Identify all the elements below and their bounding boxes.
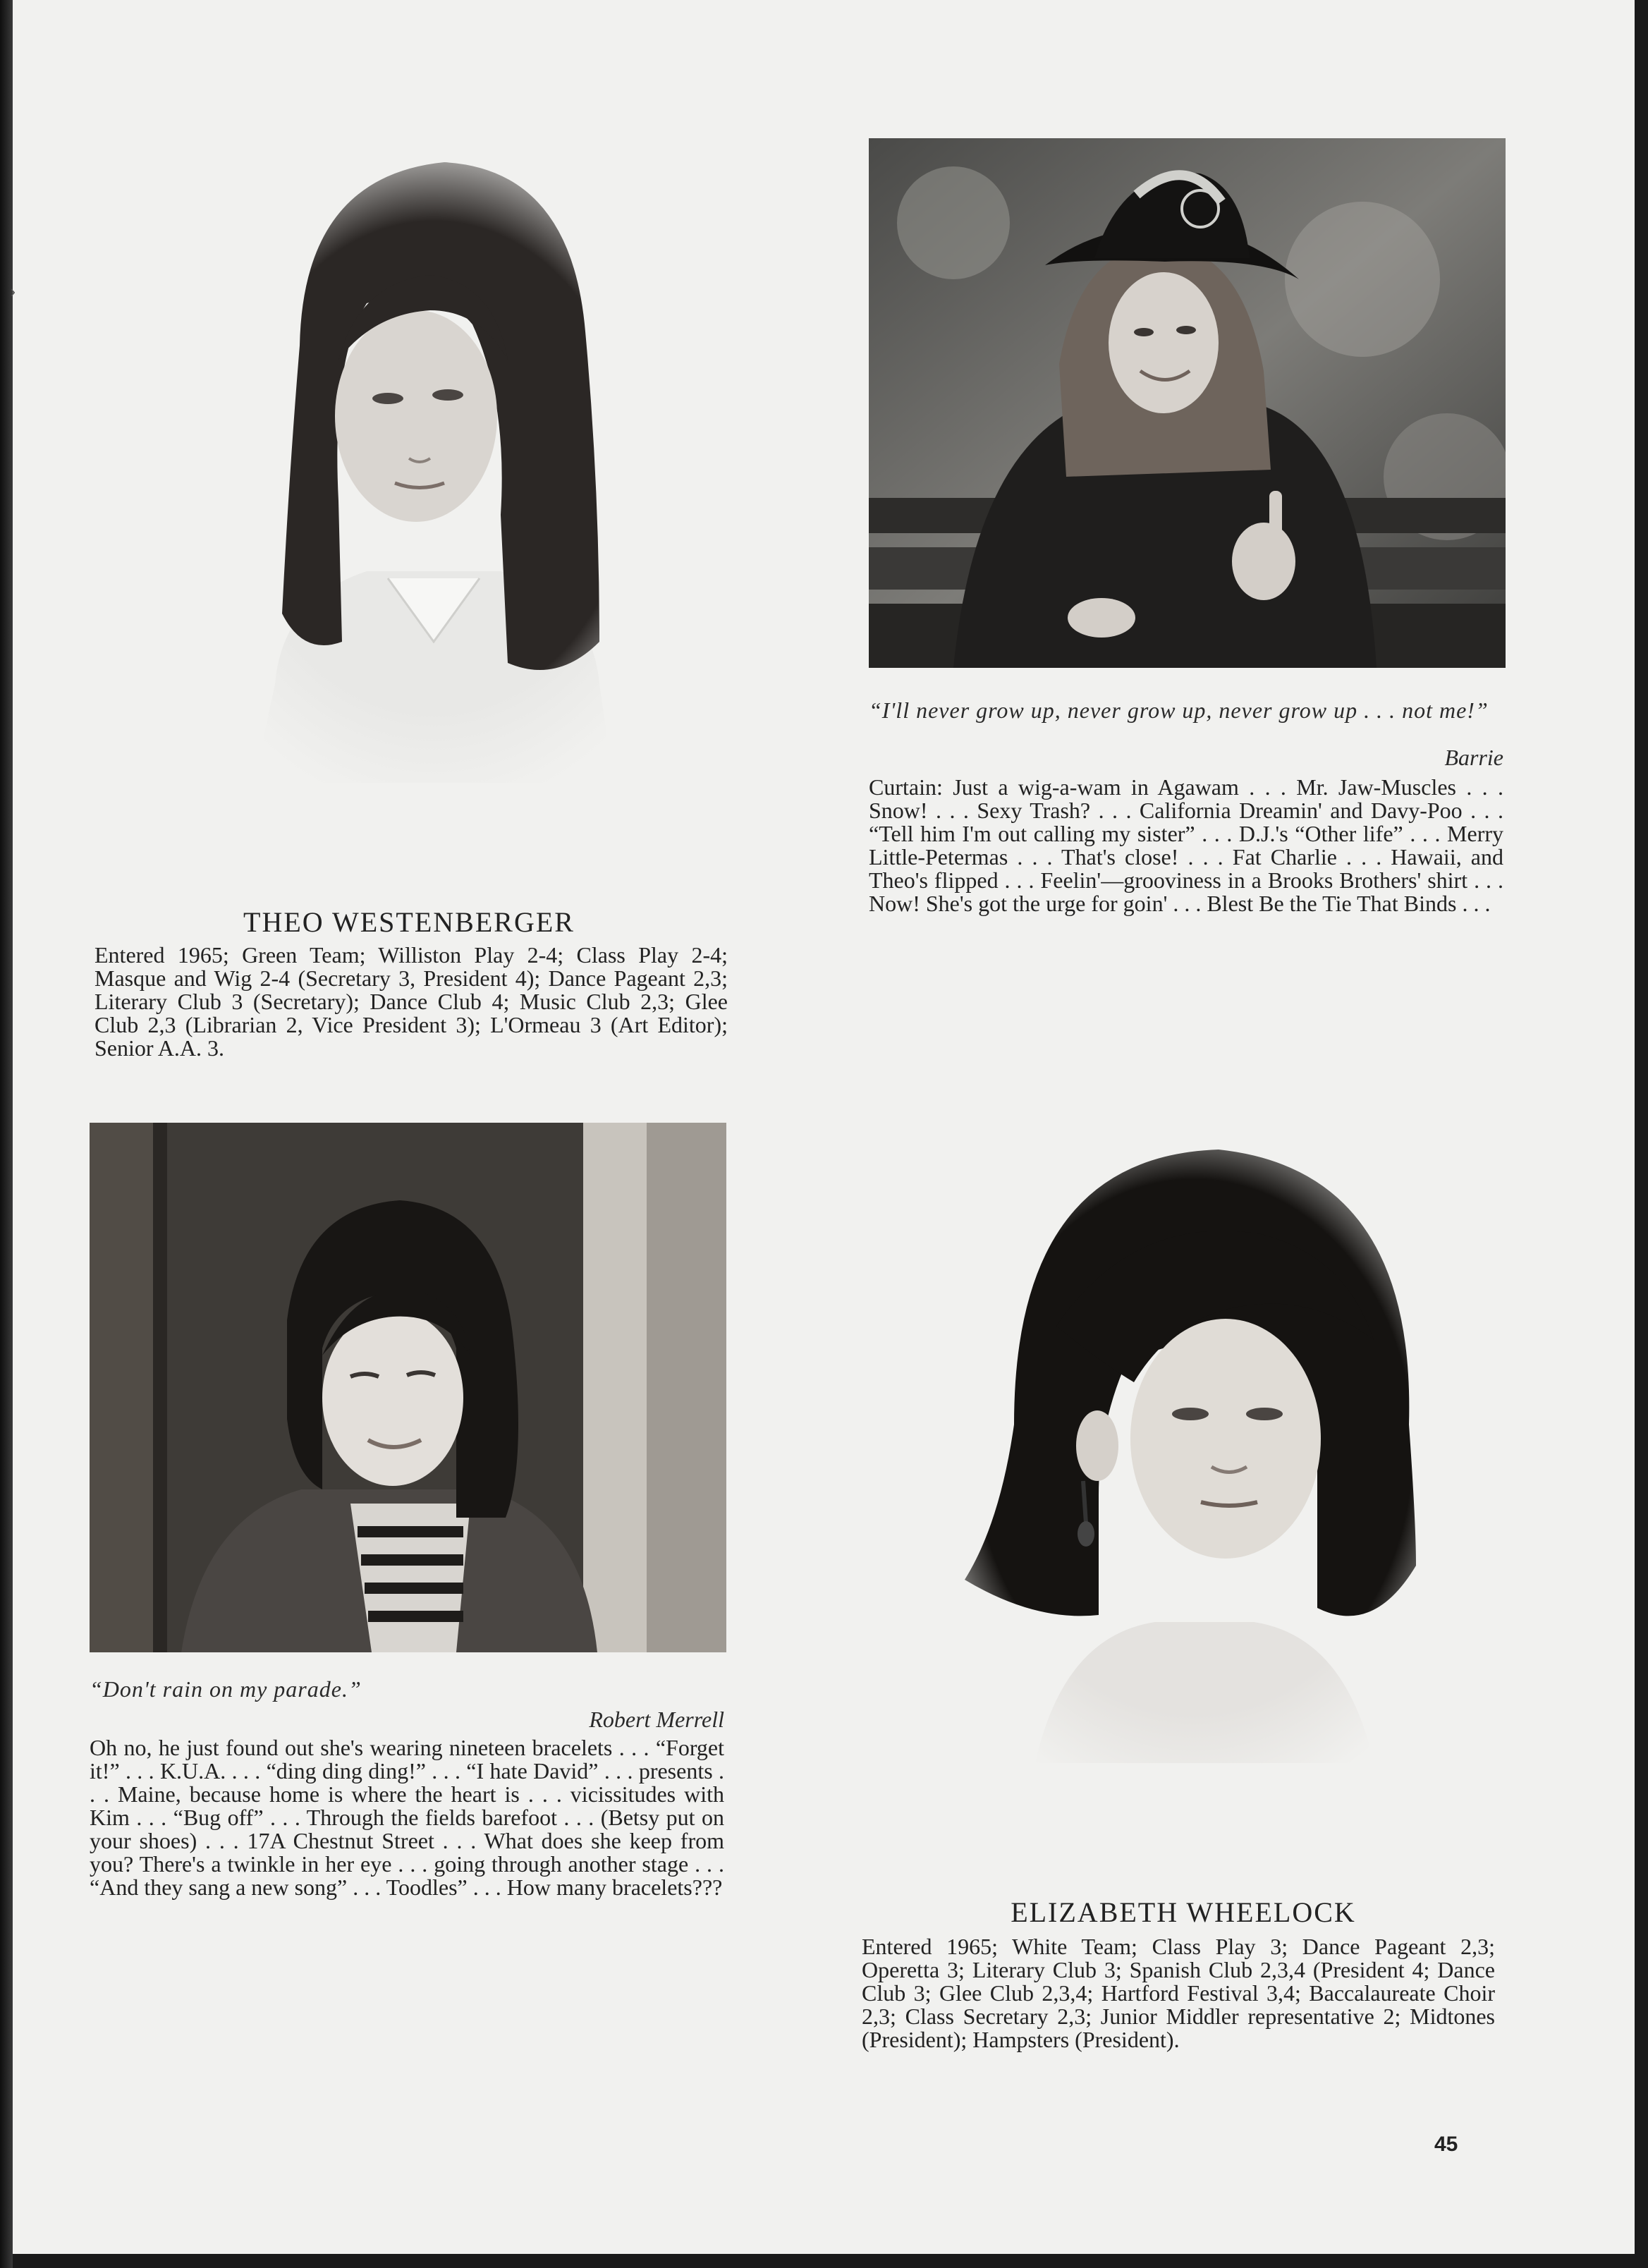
- theo-candid-photo: [869, 138, 1506, 668]
- book-binding: [0, 0, 13, 2268]
- theo-bio: Entered 1965; Green Team; Williston Play 2-4; Class Play 2-4; Masque and Wig 2-4 (Secretary 3, President 4); Dance Pageant 2,3; Literary Club 3 (Secretary); Dance Club 4; Music Club 2,3; Glee Club 2,3 (Librarian 2, Vice President 3); L'Ormeau 3 (Art Editor); Senior A.A. 3.: [94, 942, 728, 1061]
- elizabeth-writeup: Oh no, he just found out she's wearing nineteen bracelets . . . “Forget it!” . . . K.U.A. . . . “ding ding ding!” . . . “I hate David” . . . presents . . . Maine, because home is where the heart is . . . vicissitudes with Kim . . . “Bug off” . . . Through the fields barefoot . . . (Betsy put on your shoes) . . . 17A Chestnut Street . . . What does she keep from you? There's a twinkle in her eye . . . going through another stage . . . “And they sang a new song” . . . Toodles” . . . How many bracelets???: [90, 1735, 724, 1900]
- margin-mark: ›: [10, 281, 16, 301]
- page-number: 45: [1434, 2133, 1458, 2156]
- theo-portrait-photo: [176, 148, 691, 783]
- theo-name: THEO WESTENBERGER: [243, 906, 575, 938]
- yearbook-page: [10, 0, 1635, 2254]
- elizabeth-name: ELIZABETH WHEELOCK: [1011, 1896, 1356, 1928]
- theo-quote: “I'll never grow up, never grow up, never grow up . . . not me!”: [869, 697, 1489, 723]
- elizabeth-candid-photo: [90, 1123, 726, 1652]
- elizabeth-quote: “Don't rain on my parade.”: [90, 1676, 362, 1702]
- elizabeth-bio: Entered 1965; White Team; Class Play 3; Dance Pageant 2,3; Operetta 3; Literary Club 3; Spanish Club 2,3,4 (President 4; Dance Club 3; Glee Club 2,3,4; Hartford Festival 3,4; Baccalaureate Choir 2,3; Class Secretary 2,3; Junior Middler representative 2; Midtones (President); Hampsters (President).: [862, 1934, 1495, 2052]
- elizabeth-portrait-photo: [922, 1128, 1465, 1791]
- theo-quote-attribution: Barrie: [1444, 745, 1503, 770]
- elizabeth-quote-attribution: Robert Merrell: [589, 1707, 724, 1732]
- theo-writeup: Curtain: Just a wig-a-wam in Agawam . . . Mr. Jaw-Muscles . . . Snow! . . . Sexy Trash? . . . California Dreamin' and Davy-Poo . . . “Tell him I'm out calling my sister” . . . D.J.'s “Other life” . . . Merry Little-Petermas . . . That's close! . . . Fat Charlie . . . Hawaii, and Theo's flipped . . . Feelin'—grooviness in a Brooks Brothers' shirt . . . Now! She's got the urge for goin' . . . Blest Be the Tie That Binds . . .: [869, 774, 1503, 916]
